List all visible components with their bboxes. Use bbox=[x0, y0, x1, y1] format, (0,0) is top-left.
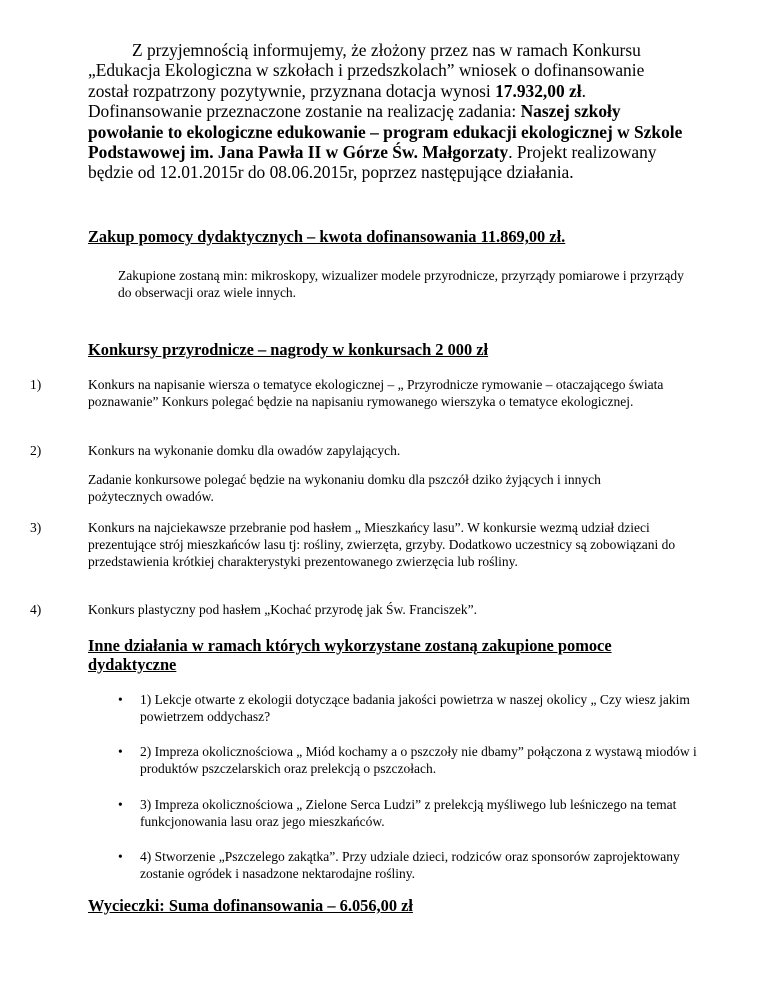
intro-text-1: Z przyjemnością informujemy, że złożony przez nas w ramach Konkursu „Edukacja Ekologiczna w szkołach i przedszkolach” wniosek o dofinansowanie został rozpatrzony pozytywnie, przyznana dotacja wynosi bbox=[88, 40, 645, 101]
section-heading-other-activities: Inne działania w ramach których wykorzystane zostaną zakupione pomoce dydaktyczne bbox=[88, 636, 612, 674]
competition-item: Konkurs plastyczny pod hasłem „Kochać przyrodę jak Św. Franciszek”. bbox=[88, 602, 478, 617]
intro-text-2: . Dofinansowanie przeznaczone zostanie na realizację zadania: bbox=[88, 80, 586, 122]
grant-amount: 17.932,00 zł bbox=[495, 80, 582, 101]
bullet-icon: • bbox=[118, 692, 123, 707]
bullet-icon: • bbox=[118, 744, 123, 759]
task-title: Naszej szkoły powołanie to ekologiczne edukowanie – program edukacji ekologicznej w Szkole Podstawowej im. Jana Pawła II w Górze Św. Małgorzaty bbox=[88, 101, 683, 163]
activity-item: 1) Lekcje otwarte z ekologii dotyczące badania jakości powietrza w naszej okolicy „ Czy wiesz jakim powietrzem oddychasz? bbox=[140, 692, 690, 725]
bullet-icon: • bbox=[118, 849, 123, 864]
intro-paragraph bbox=[88, 40, 688, 183]
intro-text-3: . Projekt realizowany będzie od 12.01.2015r do 08.06.2015r, poprzez następujące działania. bbox=[88, 142, 657, 183]
competition-number: 3) bbox=[30, 520, 42, 535]
competition-number: 4) bbox=[30, 602, 42, 617]
section-heading-teaching-aids: Zakup pomocy dydaktycznych – kwota dofinansowania 11.869,00 zł. bbox=[88, 227, 566, 246]
bullet-icon: • bbox=[118, 797, 123, 812]
teaching-aids-description: Zakupione zostaną min: mikroskopy, wizualizer modele przyrodnicze, przyrządy pomiarowe i przyrządy do obserwacji oraz wiele innych. bbox=[118, 268, 684, 301]
section-heading-competitions: Konkursy przyrodnicze – nagrody w konkursach 2 000 zł bbox=[88, 340, 489, 359]
competition-number: 1) bbox=[30, 377, 42, 392]
competition-item: Konkurs na wykonanie domku dla owadów zapylających. bbox=[88, 443, 401, 458]
activity-item: 2) Impreza okolicznościowa „ Miód kochamy a o pszczoły nie dbamy” połączona z wystawą miodów i produktów pszczelarskich oraz prelekcją o pszczołach. bbox=[140, 744, 697, 777]
competition-item-detail: Zadanie konkursowe polegać będzie na wykonaniu domku dla pszczół dziko żyjących i innych pożytecznych owadów. bbox=[88, 472, 601, 505]
activity-item: 4) Stworzenie „Pszczelego zakątka”. Przy udziale dzieci, rodziców oraz sponsorów zaprojektowany zostanie ogródek i nasadzone nektarodajne rośliny. bbox=[140, 849, 680, 882]
section-heading-trips: Wycieczki: Suma dofinansowania – 6.056,00 zł bbox=[88, 896, 413, 915]
activity-item: 3) Impreza okolicznościowa „ Zielone Serca Ludzi” z prelekcją myśliwego lub leśniczego na temat funkcjonowania lasu oraz jego mieszkańców. bbox=[140, 797, 677, 830]
competition-item: Konkurs na napisanie wiersza o tematyce ekologicznej – „ Przyrodnicze rymowanie – otaczającego świata poznawanie” Konkurs polegać będzie na napisaniu rymowanego wierszyka o tematyce ekologicznej. bbox=[88, 377, 664, 410]
competition-item: Konkurs na najciekawsze przebranie pod hasłem „ Mieszkańcy lasu”. W konkursie wezmą udział dzieci prezentujące strój mieszkańców lasu tj: rośliny, zwierzęta, grzyby. Dodatkowo uczestnicy są zobowiązani do przedstawienia krótkiej charakterystyki prezentowanego zwierzęcia lub rośliny. bbox=[88, 520, 676, 570]
competition-number: 2) bbox=[30, 443, 42, 458]
